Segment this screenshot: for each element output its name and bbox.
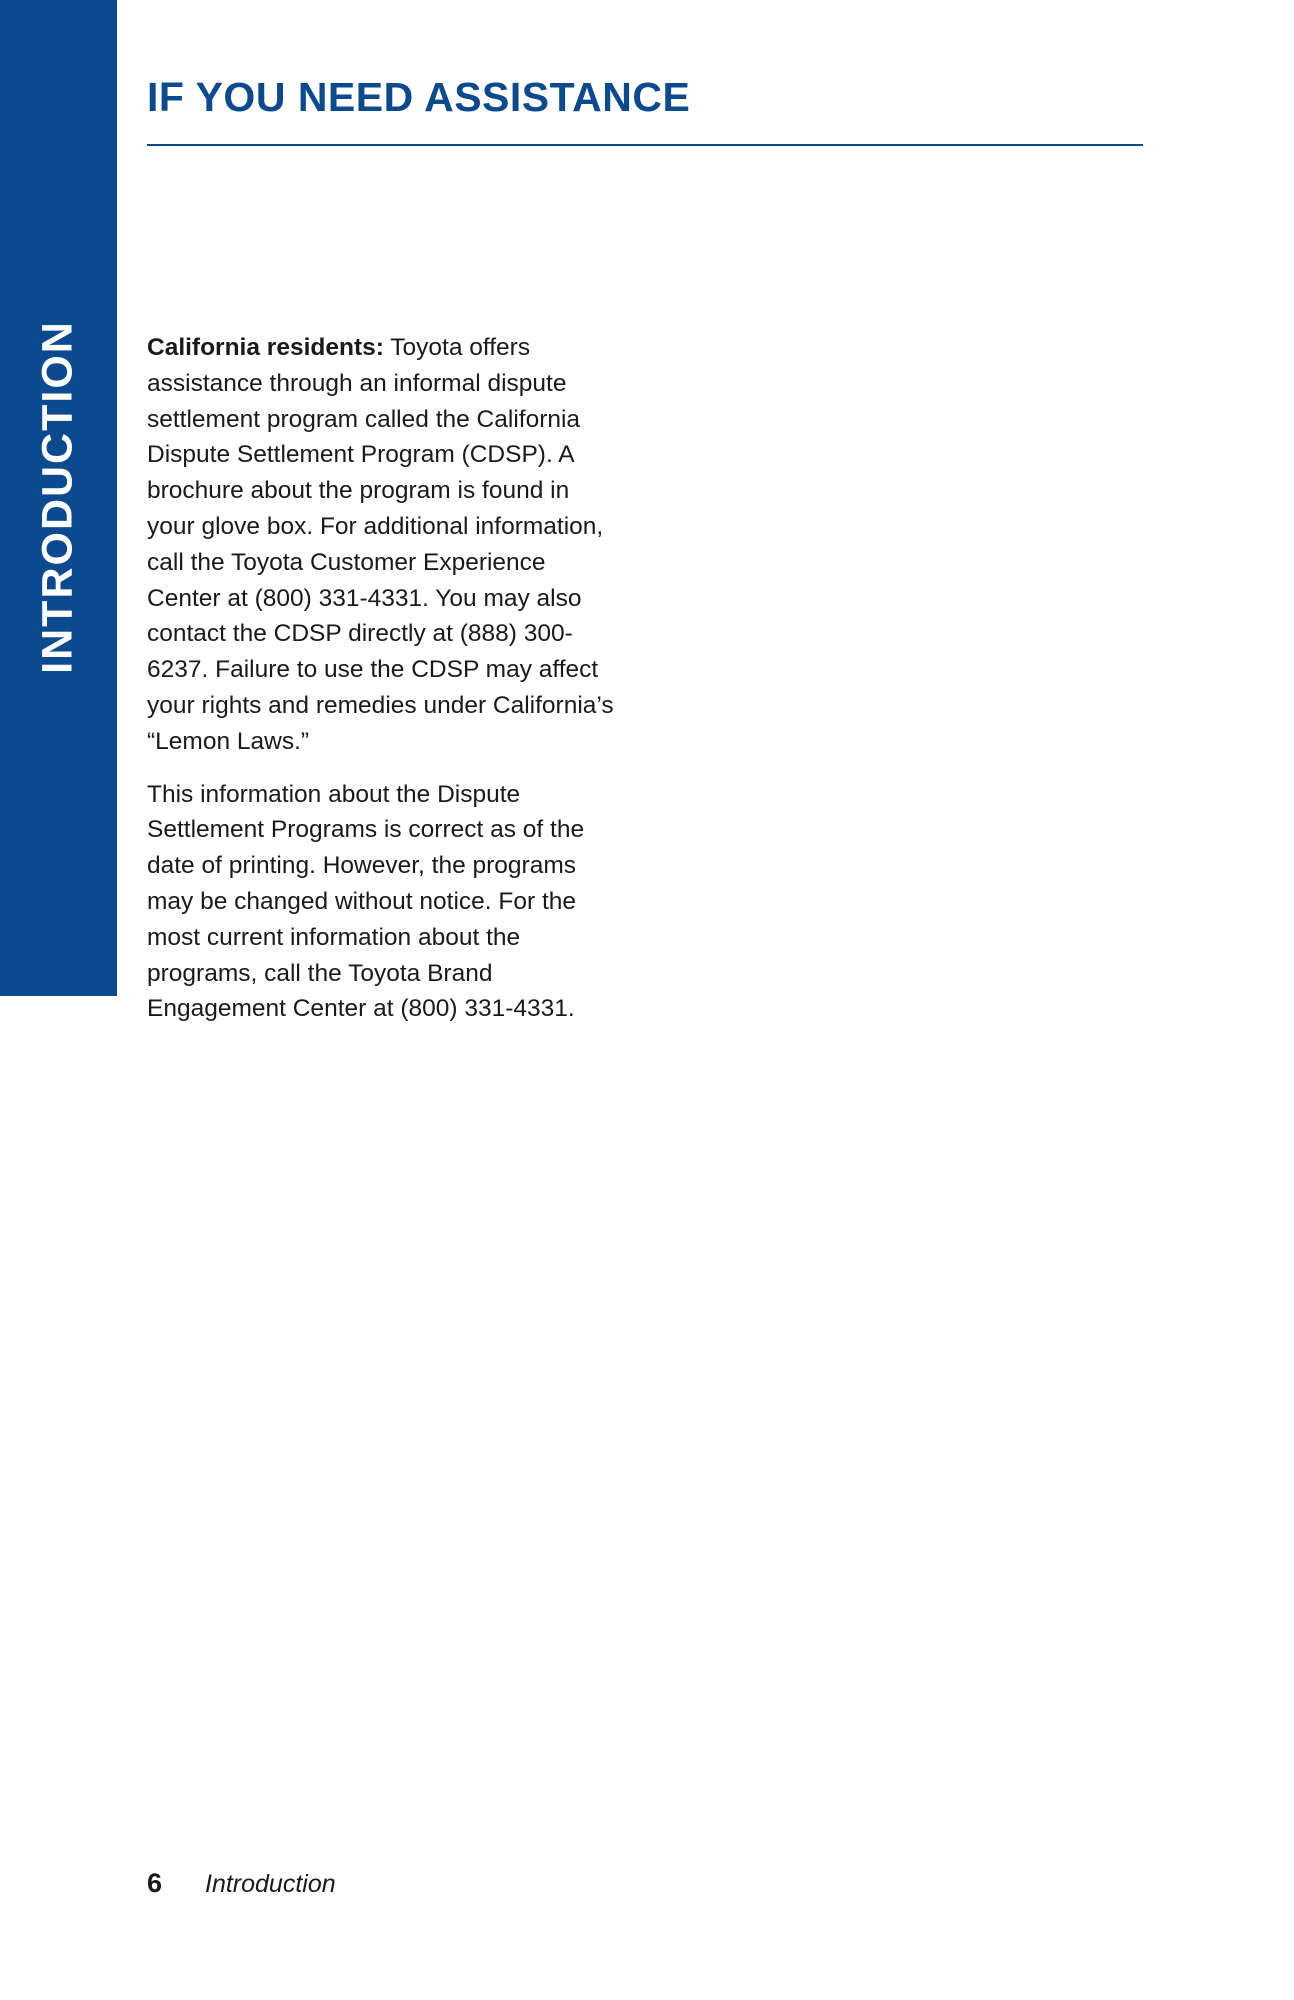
page-number: 6 — [147, 1868, 163, 1898]
section-side-tab — [0, 0, 117, 996]
program-information-paragraph: This information about the Dispute Settlement Programs is correct as of the date of printing. However, the programs may be changed without notice. For the most current information about the programs, call the Toyota Brand Engagement Center at (800) 331-4331. — [147, 780, 585, 1023]
paragraph-text: Toyota offers assistance through an informal dispute settlement program called the California Dispute Settlement Program (CDSP). A brochure about the program is found in your glove box. For additional information, call the Toyota Customer Experience Center at (800) 331-4331. You may also contact the CDSP directly at (888) 300-6237. Failure to use the CDSP may affect your rights and remedies under California’s “Lemon Laws.” — [147, 334, 614, 755]
title-divider — [147, 144, 1143, 146]
body-content — [147, 330, 617, 1044]
side-tab-label: INTRODUCTION — [33, 320, 82, 674]
paragraph-lead-in: California residents: — [147, 334, 384, 361]
california-residents-paragraph — [147, 330, 617, 760]
page-footer — [147, 1868, 336, 1899]
footer-section-name: Introduction — [205, 1870, 336, 1898]
page-title: IF YOU NEED ASSISTANCE — [147, 74, 691, 120]
